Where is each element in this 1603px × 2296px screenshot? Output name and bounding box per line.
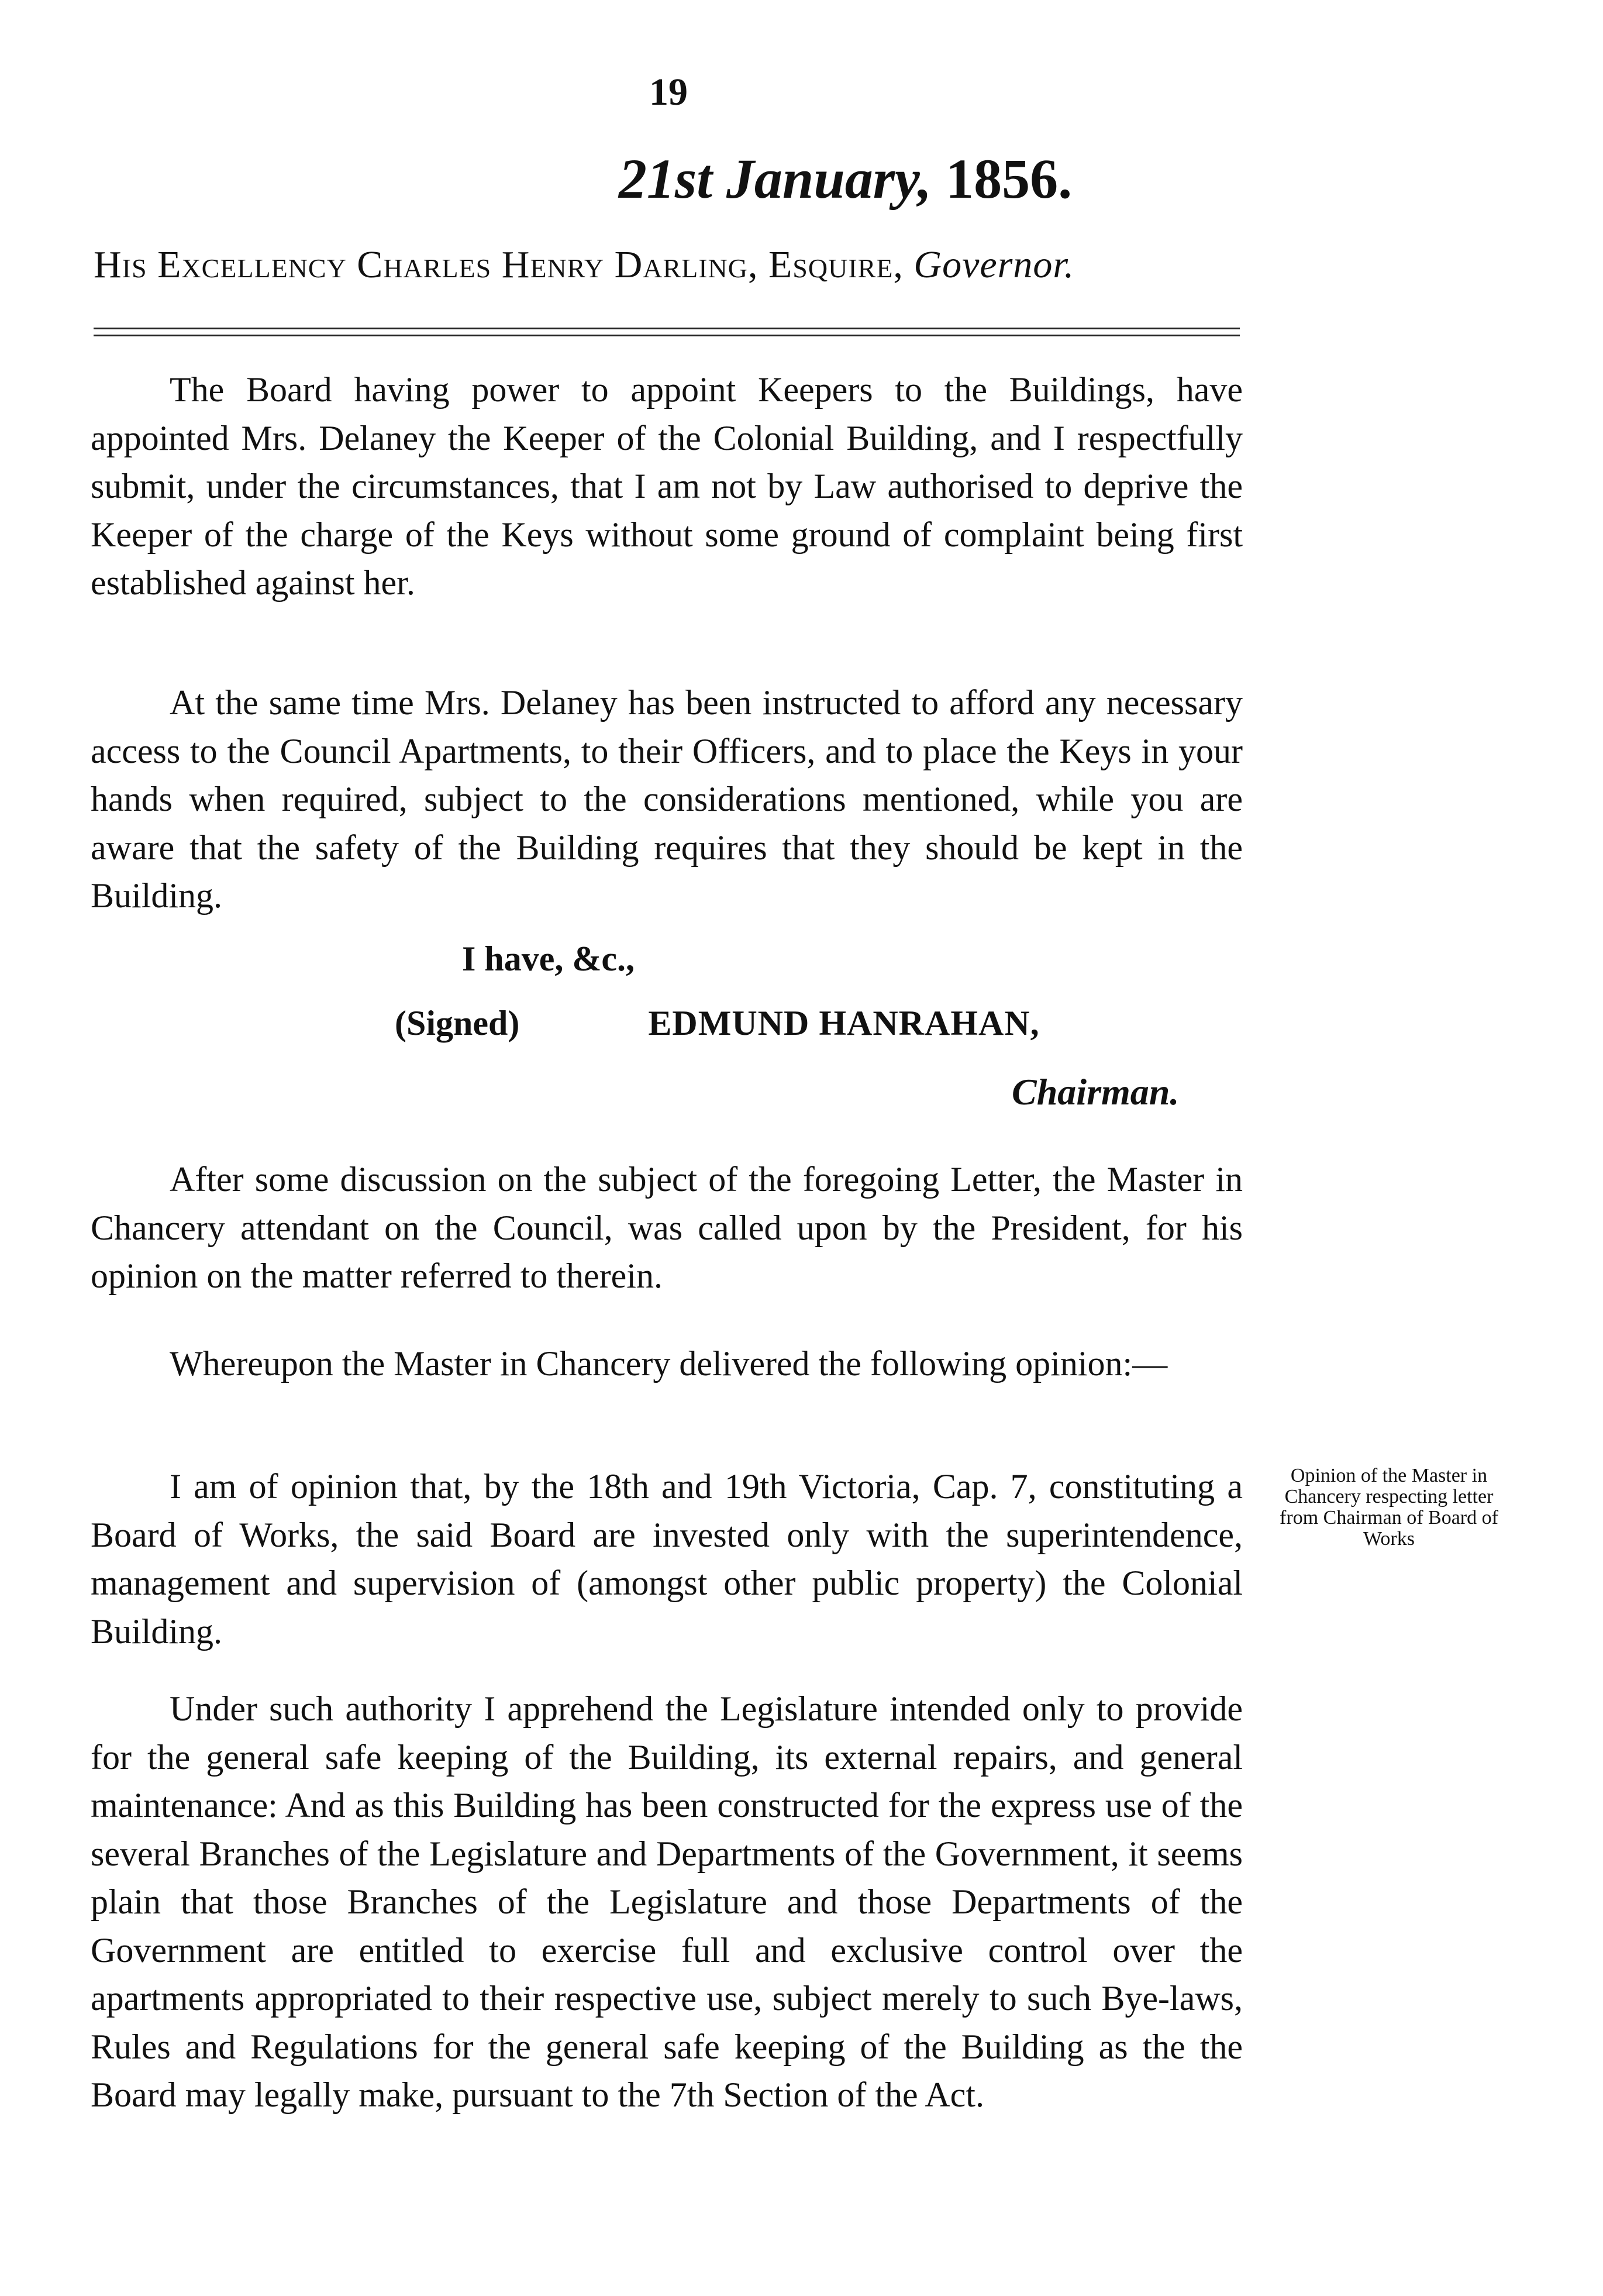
letter-body [91, 366, 1243, 607]
opinion-paragraph-1: I am of opinion that, by the 18th and 19th Victoria, Cap. 7, constituting a Board of Works, the said Board are invested only with the superintendence, management and supervision of (amongst other public property) the Colonial Building. [91, 1467, 1243, 1651]
date-day: 21st [618, 147, 712, 210]
signed-label: (Signed) [395, 1004, 520, 1042]
letter-body-2 [91, 679, 1243, 920]
opinion-paragraph-2: Under such authority I apprehend the Legislature intended only to provide for the general safe keeping of the Building, its external repairs, and general maintenance: And as this Building has been constructed for the express use of the several Branches of the Legislature and Departments of the Government, it seems plain that those Branches of the Legislature and those Departments of the Government are entitled to exercise full and exclusive control over the apartments appropriated to their respective use, subject merely to such Bye-laws, Rules and Regulations for the general safe keeping of the Building as the the Board may legally make, pursuant to the 7th Section of the Act. [91, 1689, 1243, 2114]
margin-note: Opinion of the Master in Chancery respecting letter from Chairman of Board of Works [1280, 1465, 1498, 1550]
signatory-name: EDMUND HANRAHAN, [648, 1004, 1040, 1042]
proceedings-body-3 [91, 1462, 1243, 1655]
governor-line [94, 243, 1240, 287]
signature-row [395, 1003, 1040, 1044]
letter-paragraph-1: The Board having power to appoint Keepers to the Buildings, have appointed Mrs. Delaney the Keeper of the Colonial Building, and I respectfully submit, under the circumstances, that I am not by Law authorised to deprive the Keeper of the charge of the Keys without some ground of complaint being first established against her. [91, 370, 1243, 602]
proceedings-body-4 [91, 1685, 1243, 2119]
proceedings-paragraph-2: Whereupon the Master in Chancery delivered the following opinion:— [170, 1344, 1168, 1383]
signatory-title: Chairman. [1012, 1071, 1180, 1113]
governor-name: His Excellency Charles Henry Darling, Esquire, [94, 243, 904, 286]
letter-closing: I have, &c., [462, 939, 635, 978]
proceedings-body-2 [91, 1340, 1243, 1388]
proceedings-body-1 [91, 1155, 1243, 1300]
letter-paragraph-2: At the same time Mrs. Delaney has been instructed to afford any necessary access to the Council Apartments, to their Officers, and to place the Keys in your hands when required, subject to the considerations mentioned, while you are aware that the safety of the Building requires that they should be kept in the Building. [91, 683, 1243, 915]
proceedings-paragraph-1: After some discussion on the subject of the foregoing Letter, the Master in Chancery attendant on the Council, was called upon by the President, for his opinion on the matter referred to therein. [91, 1160, 1243, 1295]
page-number: 19 [649, 71, 688, 113]
date-year: 1856. [946, 147, 1073, 210]
date-month: January, [726, 147, 932, 210]
header-rule-bottom [94, 335, 1240, 336]
governor-title: Governor. [913, 243, 1075, 286]
date-heading [0, 146, 1603, 211]
header-rule-top [94, 328, 1240, 329]
